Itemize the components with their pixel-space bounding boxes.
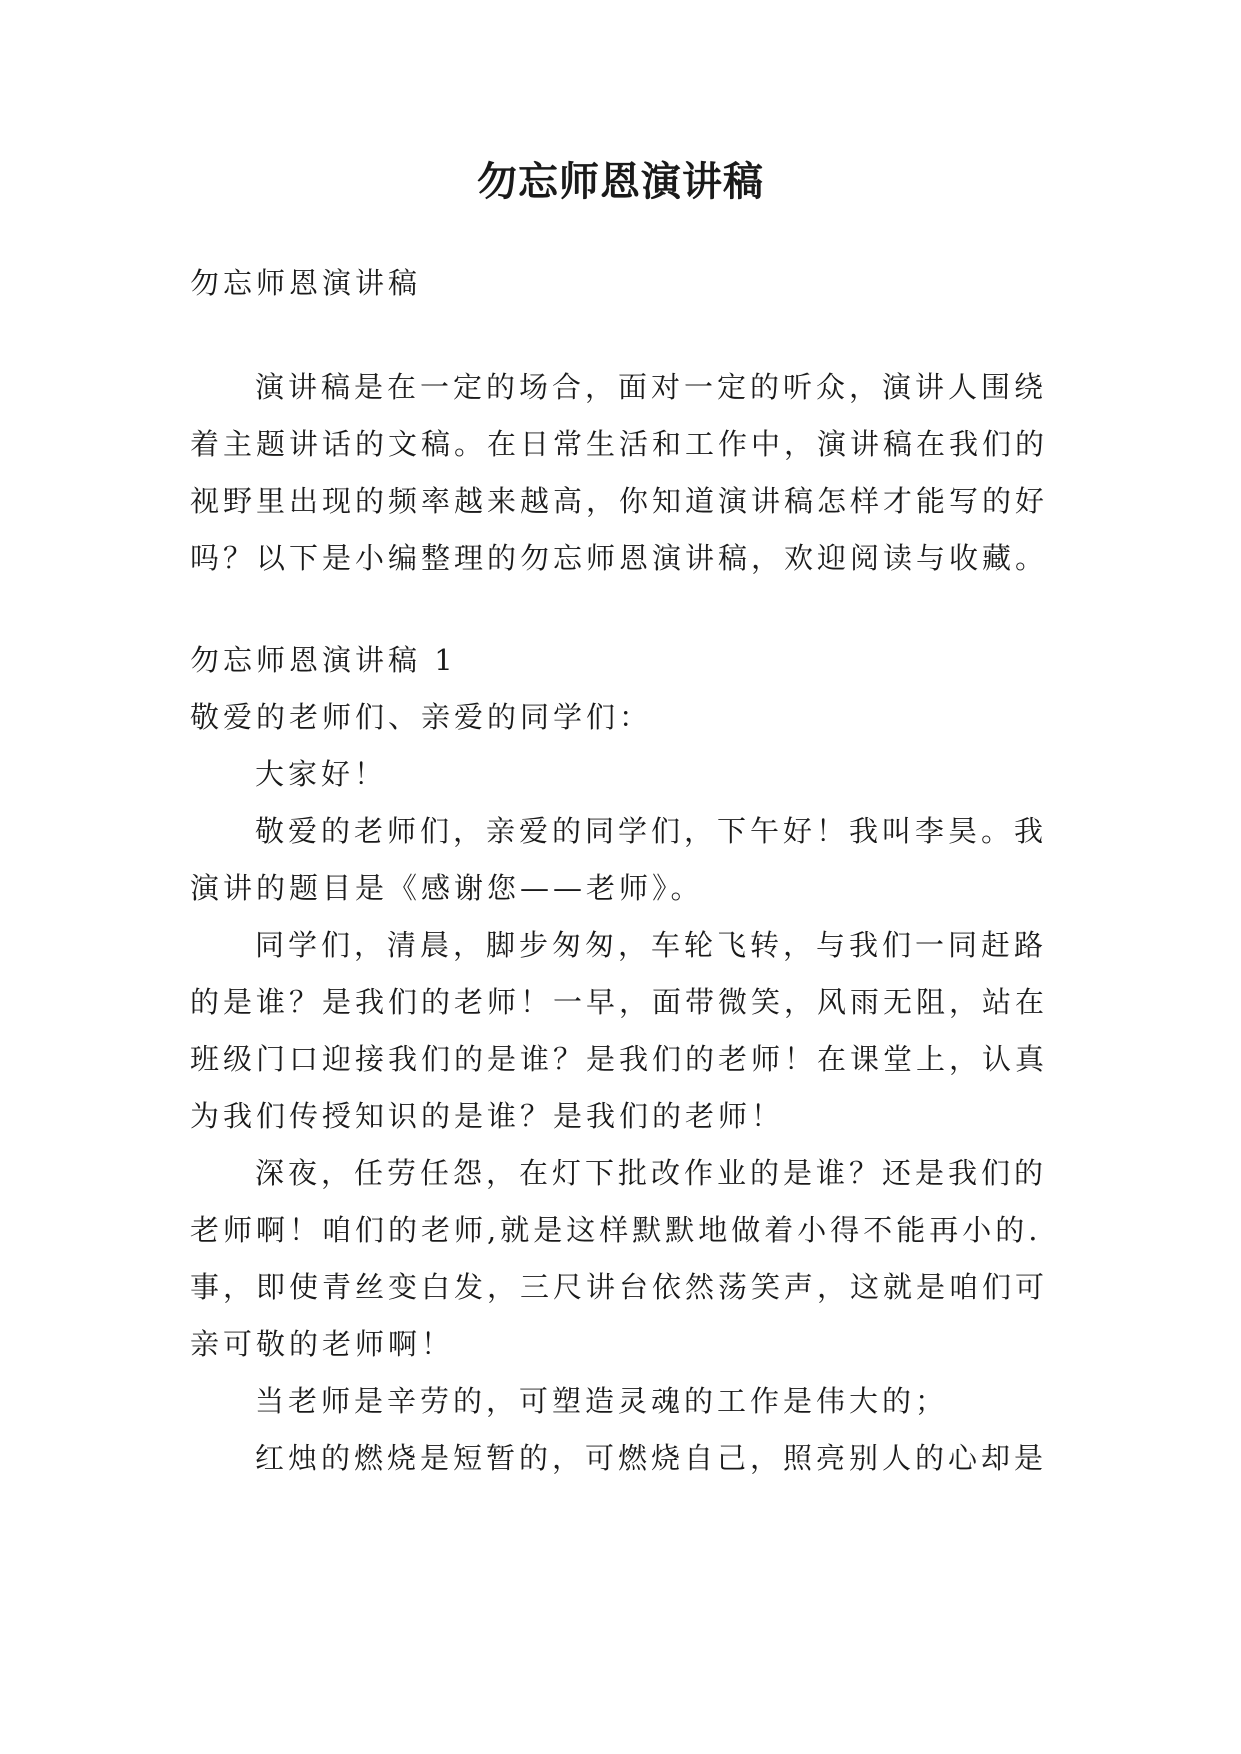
body-line: 红烛的燃烧是短暂的，可燃烧自己，照亮别人的心却是 <box>255 1441 1048 1475</box>
body-line: 为我们传授知识的是谁？是我们的老师！ <box>190 1099 785 1133</box>
body-line: 演讲的题目是《感谢您——老师》。 <box>190 871 704 905</box>
document-title: 勿忘师恩演讲稿 <box>477 158 764 205</box>
intro-line: 视野里出现的频率越来越高，你知道演讲稿怎样才能写的好 <box>190 484 1049 518</box>
body-line: 事，即使青丝变白发，三尺讲台依然荡笑声，这就是咱们可 <box>190 1270 1049 1304</box>
salutation: 敬爱的老师们、亲爱的同学们： <box>190 700 653 734</box>
body-line: 的是谁？是我们的老师！一早，面带微笑，风雨无阻，站在 <box>190 985 1049 1019</box>
intro-line: 演讲稿是在一定的场合，面对一定的听众，演讲人围绕 <box>255 370 1048 404</box>
body-line: 老师啊！咱们的老师,就是这样默默地做着小得不能再小的. <box>190 1213 1042 1247</box>
intro-line: 吗？以下是小编整理的勿忘师恩演讲稿，欢迎阅读与收藏。 <box>190 541 1049 575</box>
body-line: 敬爱的老师们，亲爱的同学们，下午好！我叫李昊。我 <box>255 814 1048 848</box>
section-heading: 勿忘师恩演讲稿 1 <box>190 643 457 677</box>
document-subtitle: 勿忘师恩演讲稿 <box>190 266 422 300</box>
body-line: 深夜，任劳任怨，在灯下批改作业的是谁？还是我们的 <box>255 1156 1048 1190</box>
body-line: 大家好！ <box>255 757 388 791</box>
body-line: 班级门口迎接我们的是谁？是我们的老师！在课堂上，认真 <box>190 1042 1049 1076</box>
intro-line: 着主题讲话的文稿。在日常生活和工作中，演讲稿在我们的 <box>190 427 1049 461</box>
body-line: 当老师是辛劳的，可塑造灵魂的工作是伟大的； <box>255 1384 949 1418</box>
body-line: 同学们，清晨，脚步匆匆，车轮飞转，与我们一同赶路 <box>255 928 1048 962</box>
body-line: 亲可敬的老师啊！ <box>190 1327 455 1361</box>
